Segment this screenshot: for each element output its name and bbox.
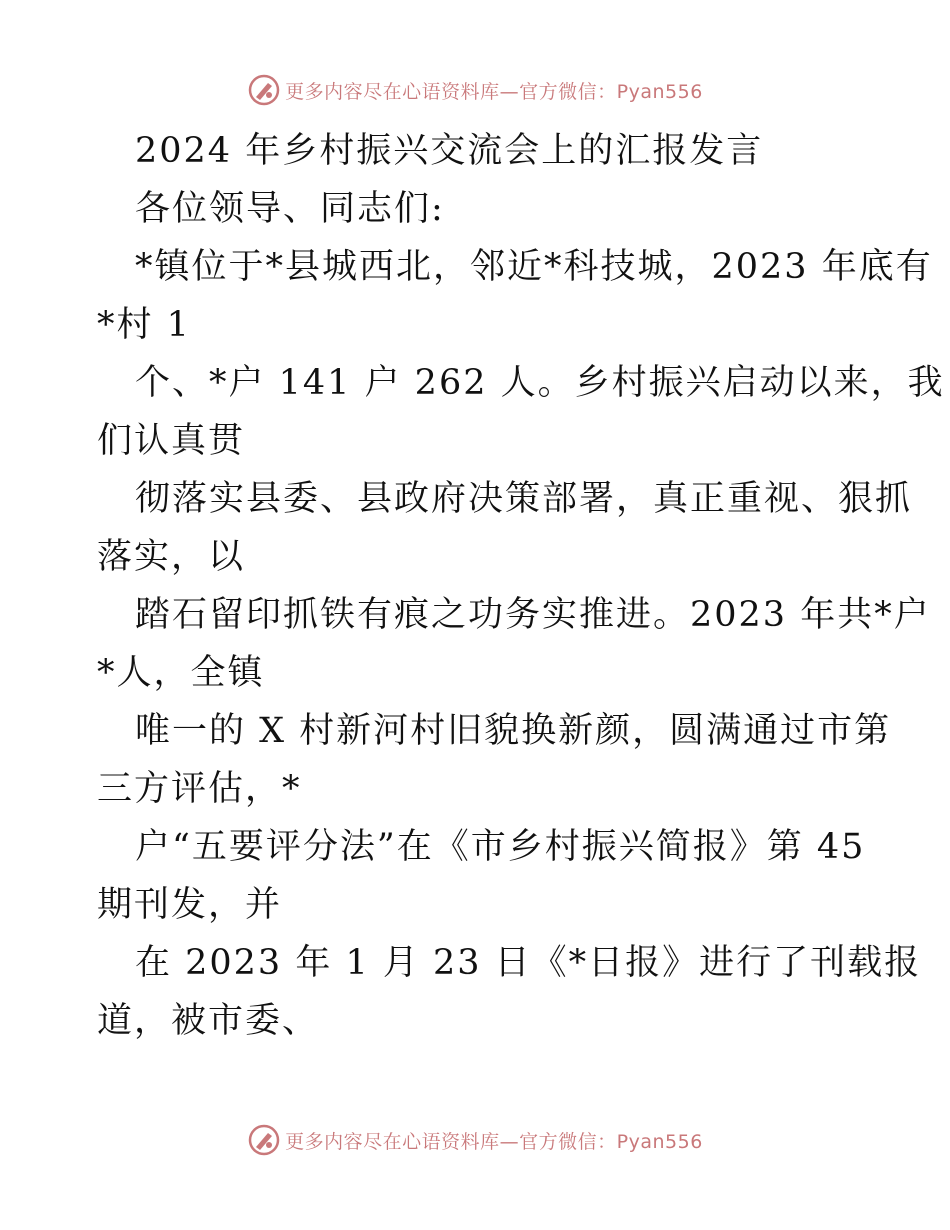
paragraph-line: 踏石留印抓铁有痕之功务实推进。2023 年共*户 <box>135 595 931 635</box>
watermark-text: 更多内容尽在心语资料库—官方微信：Pyan556 <box>285 1130 703 1153</box>
paragraph-line: 落实，以 <box>97 537 246 577</box>
document-title: 2024 年乡村振兴交流会上的汇报发言 <box>135 131 764 171</box>
paragraph-line: 们认真贯 <box>97 421 246 461</box>
paragraph-line: 户“五要评分法”在《市乡村振兴简报》第 45 <box>135 827 866 867</box>
paragraph-line: *镇位于*县城西北，邻近*科技城，2023 年底有 <box>135 247 933 287</box>
paragraph-line: 三方评估，* <box>97 769 302 809</box>
paragraph-line: 唯一的 X 村新河村旧貌换新颜，圆满通过市第 <box>135 711 892 751</box>
paragraph-line: 在 2023 年 1 月 23 日《*日报》进行了刊载报 <box>135 943 922 983</box>
paragraph-line: 道，被市委、 <box>97 1001 320 1041</box>
salutation: 各位领导、同志们: <box>135 189 445 229</box>
paragraph-line: *人，全镇 <box>97 653 265 693</box>
paragraph-line: 个、*户 141 户 262 人。乡村振兴启动以来，我 <box>135 363 945 403</box>
paragraph-line: 期刊发，并 <box>97 885 283 925</box>
pen-seal-icon <box>247 73 281 107</box>
paragraph-line: 彻落实县委、县政府决策部署，真正重视、狠抓 <box>135 479 913 519</box>
header-watermark <box>0 70 950 110</box>
footer-watermark <box>0 1120 950 1160</box>
document-body <box>97 122 945 1050</box>
paragraph-line: *村 1 <box>97 305 191 345</box>
watermark-text: 更多内容尽在心语资料库—官方微信：Pyan556 <box>285 80 703 103</box>
pen-seal-icon <box>247 1123 281 1157</box>
